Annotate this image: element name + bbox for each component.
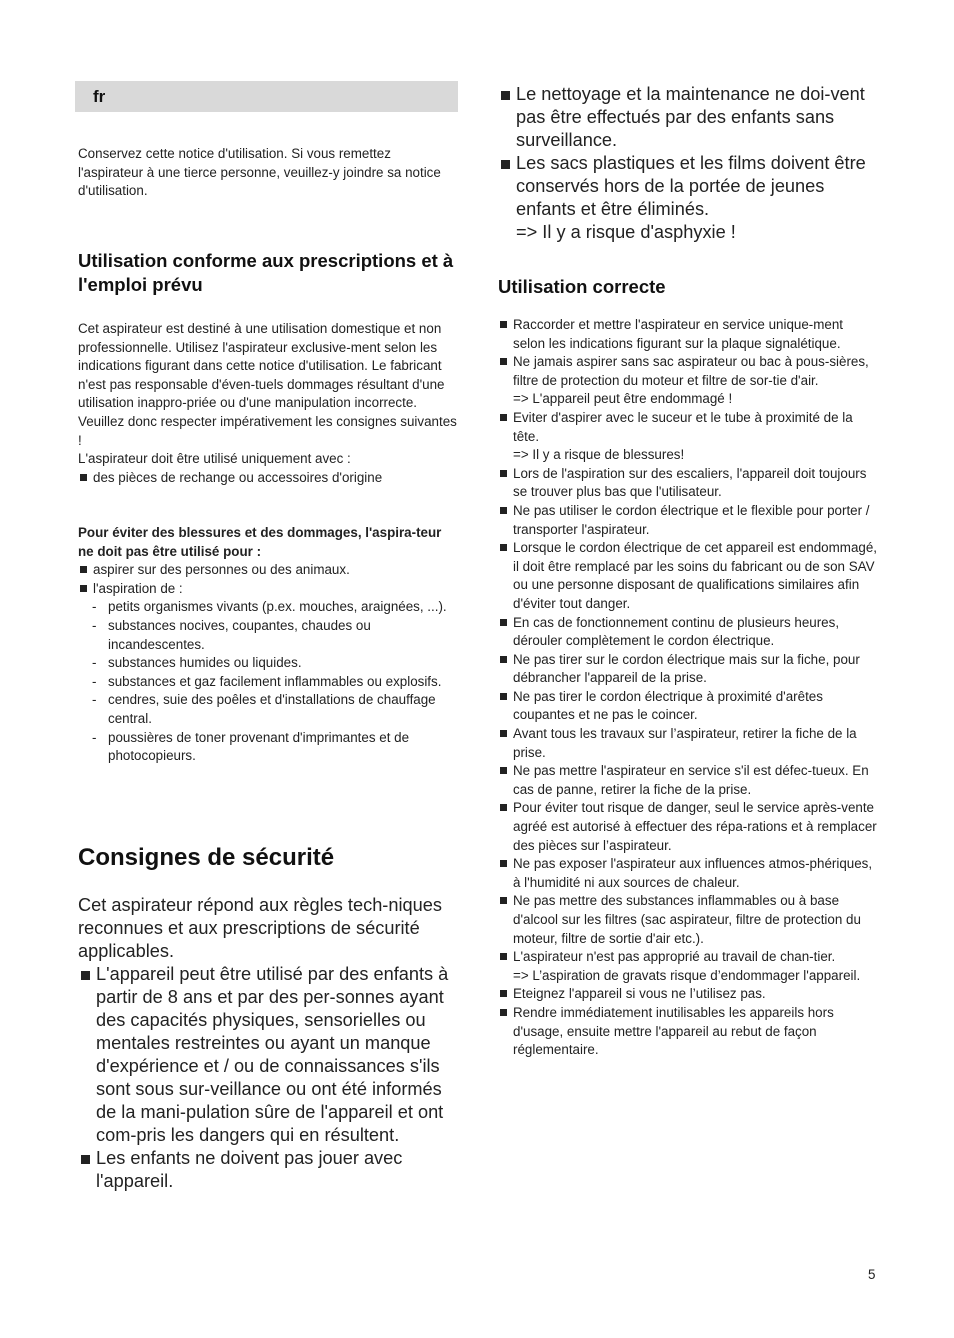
language-bar [75, 81, 458, 112]
list-item: Eviter d'aspirer avec le suceur et le tube à proximité de la tête. => Il y a risque de blessures! [498, 409, 878, 465]
dash-item: - cendres, suie des poêles et d'installations de chauffage central. [78, 691, 458, 728]
safety-section [78, 894, 463, 1193]
list-item: Ne pas mettre des substances inflammables ou à base d'alcool sur les filtres (sac aspirateur, filtre de protection du moteur, filtre de sortie d'air etc.). [498, 892, 878, 948]
list-item: Ne jamais aspirer sans sac aspirateur ou bac à pous-sières, filtre de protection du moteur et filtre de sor-tie d'air. => L'appareil peut être endommagé ! [498, 353, 878, 409]
prevention-section [78, 524, 458, 766]
warning-note: => L’aspiration de gravats risque d’endommager l'appareil. [513, 967, 861, 983]
intended-use-section [78, 320, 458, 487]
list-item: Lorsque le cordon électrique de cet appareil est endommagé, il doit être remplacé par les soins du fabricant ou de son SAV ou une personne disposant de qualifications similaires afin d'éviter tout danger. [498, 539, 878, 613]
intro-paragraph: Conservez cette notice d'utilisation. Si vous remettez l'aspirateur à une tierce personne, veuillez-y joindre sa notice d'utilisation. [78, 146, 441, 199]
list-item: Ne pas utiliser le cordon électrique et le flexible pour porter / transporter l'aspirateur. [498, 502, 878, 539]
safety-intro: Cet aspirateur répond aux règles tech-niques reconnues et aux prescriptions de sécurité applicables. [78, 895, 442, 961]
list-item: Ne pas tirer sur le cordon électrique mais sur la fiche, pour débrancher l'appareil de la prise. [498, 651, 878, 688]
list-item: En cas de fonctionnement continu de plusieurs heures, dérouler complètement le cordon électrique. [498, 614, 878, 651]
list-item: Avant tous les travaux sur l’aspirateur, retirer la fiche de la prise. [498, 725, 878, 762]
intended-use-paragraph: Cet aspirateur est destiné à une utilisation domestique et non professionnelle. Utilisez l'aspirateur exclusive-ment selon les indications figurant dans cette notice d'utilisation. Le fabricant n'est pas responsable d'éven-tuels dommages résultant d'une utilisation inappro-priée ou d'une manipulation incorrecte. [78, 321, 445, 411]
dash-item: - substances humides ou liquides. [78, 654, 458, 673]
dash-item: - substances nocives, coupantes, chaudes ou incandescentes. [78, 617, 458, 654]
list-item: L'aspirateur n'est pas approprié au travail de chan-tier. => L’aspiration de gravats risque d’endommager l'appareil. [498, 948, 878, 985]
list-item: Les enfants ne doivent pas jouer avec l'appareil. [78, 1147, 463, 1193]
dash-item: - petits organismes vivants (p.ex. mouches, araignées, ...). [78, 598, 458, 617]
list-item: Raccorder et mettre l'aspirateur en service unique-ment selon les indications figurant sur la plaque signalétique. [498, 316, 878, 353]
heading-correct-use: Utilisation correcte [498, 276, 666, 297]
list-item: Pour éviter tout risque de danger, seul le service après-vente agréé est autorisé à effectuer des répa-rations et à remplacer des pièces sur l’aspirateur. [498, 799, 878, 855]
heading-intended-use: Utilisation conforme aux prescriptions et à l'emploi prévu [78, 250, 454, 295]
correct-use-list [498, 316, 878, 1060]
warning-note: => Il y a risque de blessures! [513, 447, 685, 463]
list-item: aspirer sur des personnes ou des animaux. [78, 561, 458, 580]
list-item: Ne pas tirer le cordon électrique à proximité d'arêtes coupantes et ne pas le coincer. [498, 688, 878, 725]
asphyxia-warning: => Il y a risque d'asphyxie ! [516, 222, 736, 242]
list-item: Ne pas exposer l'aspirateur aux influences atmos-phériques, à l'humidité ni aux sources de chaleur. [498, 855, 878, 892]
dash-item: - poussières de toner provenant d'imprimantes et de photocopieurs. [78, 729, 458, 766]
heading-safety: Consignes de sécurité [78, 844, 335, 871]
respect-instructions: Veuillez donc respecter impérativement les consignes suivantes ! [78, 413, 457, 448]
list-item: l'aspiration de : [78, 580, 458, 599]
list-item: Rendre immédiatement inutilisables les appareils hors d'usage, ensuite mettre l'appareil au rebut de façon réglementaire. [498, 1004, 878, 1060]
page-number: 5 [868, 1267, 876, 1282]
list-item: des pièces de rechange ou accessoires d'origine [78, 469, 458, 488]
list-item: L'appareil peut être utilisé par des enfants à partir de 8 ans et par des per-sonnes ayant des capacités physiques, sensorielles ou mentales restreintes ou ayant un manque d'expérience et / ou de connaissances s'ils sont sous sur-veillance ou ont été informés de la mani-pulation sûre de l'appareil et ont com-pris les dangers qui en résultent. [78, 963, 463, 1147]
list-item: Lors de l'aspiration sur des escaliers, l'appareil doit toujours se trouver plus bas que l'utilisateur. [498, 465, 878, 502]
language-code: fr [93, 87, 106, 106]
list-item: Le nettoyage et la maintenance ne doi-vent pas être effectués par des enfants sans surveillance. [498, 83, 878, 152]
correct-use-section [498, 316, 878, 1060]
prevention-heading: Pour éviter des blessures et des dommages, l'aspira-teur ne doit pas être utilisé pour : [78, 525, 442, 559]
list-item: Les sacs plastiques et les films doivent être conservés hors de la portée de jeunes enfants et être éliminés. => Il y a risque d'asphyxie ! [498, 152, 878, 244]
children-safety-section [498, 83, 878, 244]
list-item: Ne pas mettre l'aspirateur en service s'il est défec-tueux. En cas de panne, retirer la fiche de la prise. [498, 762, 878, 799]
warning-note: => L'appareil peut être endommagé ! [513, 391, 733, 407]
use-only-with: L'aspirateur doit être utilisé uniquement avec : [78, 451, 351, 467]
list-item: Eteignez l'appareil si vous ne l’utilisez pas. [498, 985, 878, 1004]
dash-item: - substances et gaz facilement inflammables ou explosifs. [78, 673, 458, 692]
